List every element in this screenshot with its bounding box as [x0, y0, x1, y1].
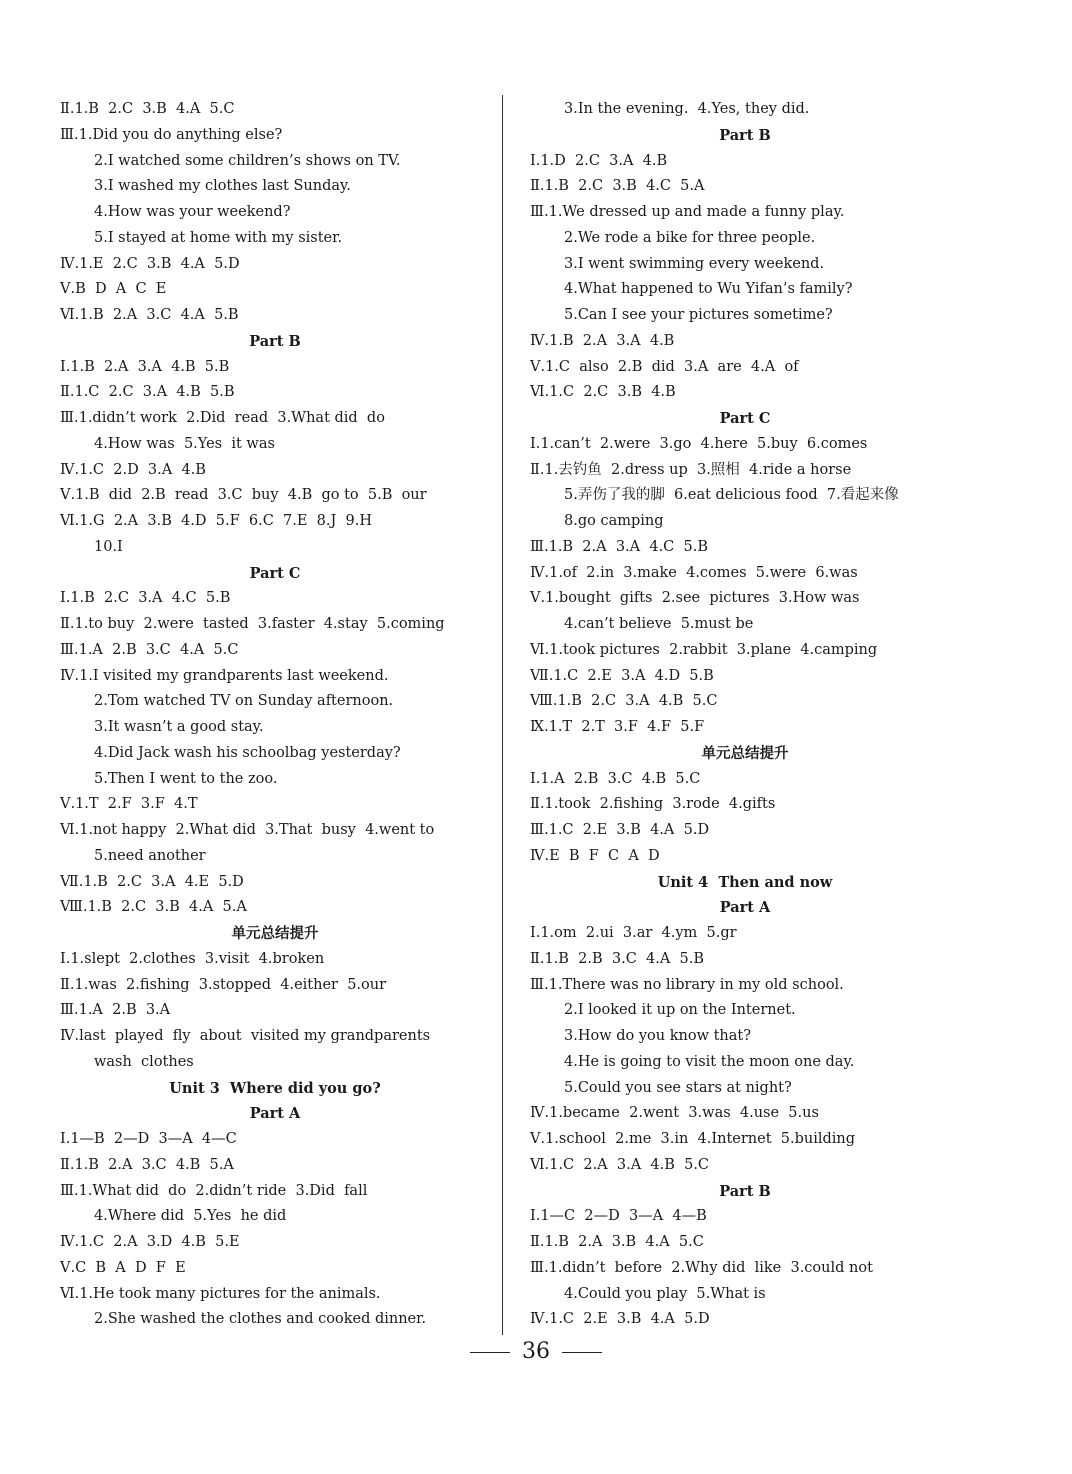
answer-line: Ⅲ.1.B 2.A 3.A 4.C 5.B [530, 538, 708, 555]
answer-line: 2.She washed the clothes and cooked dinner. [94, 1311, 427, 1328]
answer-line: 5.弄伤了我的脚 6.eat delicious food 7.看起来像 [564, 487, 899, 504]
answer-line: Ⅰ.1.A 2.B 3.C 4.B 5.C [530, 770, 701, 787]
answer-line: 4.How was 5.Yes it was [94, 435, 275, 452]
answer-line: 3.It wasn’t a good stay. [94, 719, 264, 735]
answer-line: Ⅱ.1.took 2.fishing 3.rode 4.gifts [530, 796, 776, 813]
answer-line: Ⅴ.1.C also 2.B did 3.A are 4.A of [530, 358, 799, 375]
answer-line: 4.What happened to Wu Yifan’s family? [564, 281, 853, 298]
answer-line: Ⅳ.1.of 2.in 3.make 4.comes 5.were 6.was [530, 564, 858, 581]
answer-line: Ⅱ.1.B 2.C 3.B 4.C 5.A [530, 178, 705, 195]
answer-line: Ⅲ.1.We dressed up and made a funny play. [530, 204, 845, 220]
answer-line: Ⅱ.1.B 2.C 3.B 4.A 5.C [60, 101, 235, 117]
answer-line: 4.How was your weekend? [94, 204, 291, 220]
answer-line: Ⅶ.1.C 2.E 3.A 4.D 5.B [530, 667, 714, 684]
answer-line: Ⅰ.1.om 2.ui 3.ar 4.ym 5.gr [530, 925, 737, 941]
answer-line: Ⅴ.B D A C E [60, 281, 167, 298]
answer-line: 2.I looked it up on the Internet. [564, 1002, 796, 1019]
answer-line: Ⅵ.1.G 2.A 3.B 4.D 5.F 6.C 7.E 8.J 9.H [60, 513, 372, 529]
answer-line: Ⅵ.1.C 2.C 3.B 4.B [530, 384, 676, 401]
answer-line: 4.Did Jack wash his schoolbag yesterday? [94, 744, 401, 761]
section-heading: Unit 4 Then and now [657, 873, 833, 891]
answer-line: 5.need another [94, 847, 206, 864]
answer-line: Ⅵ.1.B 2.A 3.C 4.A 5.B [60, 307, 239, 323]
answer-line: Ⅳ.last played fly about visited my grandparents [60, 1028, 431, 1044]
answer-line: Ⅰ.1—B 2—D 3—A 4—C [60, 1131, 237, 1147]
section-heading: 单元总结提升 [231, 925, 319, 942]
answer-line: Ⅵ.1.took pictures 2.rabbit 3.plane 4.camping [530, 641, 878, 658]
answer-line: 5.Could you see stars at night? [564, 1079, 792, 1096]
answer-line: 3.In the evening. 4.Yes, they did. [564, 101, 810, 117]
answer-line: 5.Then I went to the zoo. [94, 770, 278, 787]
answer-line: wash clothes [94, 1053, 194, 1070]
answer-line: Ⅱ.1.B 2.B 3.C 4.A 5.B [530, 950, 705, 967]
answer-line: Ⅰ.1.B 2.C 3.A 4.C 5.B [60, 590, 231, 607]
section-heading: Unit 3 Where did you go? [169, 1079, 381, 1097]
answer-line: Ⅳ.E B F C A D [530, 847, 660, 864]
section-heading: Part C [719, 410, 771, 427]
answer-line: Ⅲ.1.Did you do anything else? [60, 126, 283, 143]
answer-line: 10.I [94, 538, 123, 555]
answer-line: Ⅴ.1.B did 2.B read 3.C buy 4.B go to 5.B our [60, 487, 427, 504]
answer-line: Ⅶ.1.B 2.C 3.A 4.E 5.D [60, 873, 244, 890]
answer-line: Ⅴ.1.school 2.me 3.in 4.Internet 5.building [530, 1131, 856, 1147]
answer-line: 5.I stayed at home with my sister. [94, 229, 343, 246]
answer-line: Ⅳ.1.C 2.E 3.B 4.A 5.D [530, 1311, 710, 1328]
answer-line: Ⅰ.1.B 2.A 3.A 4.B 5.B [60, 358, 230, 375]
answer-line: Ⅱ.1.C 2.C 3.A 4.B 5.B [60, 384, 235, 401]
page-number-text: 36 [522, 1339, 550, 1364]
answer-line: Ⅳ.1.I visited my grandparents last weekend. [60, 667, 389, 684]
answer-line: Ⅲ.1.didn’t work 2.Did read 3.What did do [60, 410, 385, 426]
answer-line: 2.Tom watched TV on Sunday afternoon. [94, 693, 394, 710]
answer-line: Ⅷ.1.B 2.C 3.A 4.B 5.C [530, 693, 718, 710]
answer-line: Ⅳ.1.B 2.A 3.A 4.B [530, 332, 675, 349]
section-heading: Part C [249, 564, 301, 582]
answer-line: 5.Can I see your pictures sometime? [564, 307, 833, 323]
answer-line: 3.I went swimming every weekend. [564, 255, 825, 272]
answer-line: Ⅲ.1.There was no library in my old school. [530, 976, 844, 993]
answer-line: Ⅰ.1.can’t 2.were 3.go 4.here 5.buy 6.comes [530, 435, 868, 452]
answer-line: 8.go camping [564, 513, 664, 529]
page-number-right-dash [562, 1352, 602, 1353]
answer-line: Ⅳ.1.C 2.D 3.A 4.B [60, 461, 206, 478]
answer-line: Ⅵ.1.He took many pictures for the animals. [60, 1285, 381, 1302]
answer-line: 4.Could you play 5.What is [564, 1285, 766, 1302]
answer-line: Ⅵ.1.C 2.A 3.A 4.B 5.C [530, 1156, 710, 1173]
section-heading: Part B [249, 332, 301, 350]
left-answer-column [60, 97, 490, 1333]
answer-line: Ⅵ.1.not happy 2.What did 3.That busy 4.went to [60, 822, 435, 838]
answer-line: 4.He is going to visit the moon one day. [564, 1053, 855, 1070]
answer-line: 3.How do you know that? [564, 1028, 752, 1044]
section-heading: 单元总结提升 [701, 744, 789, 762]
column-divider [502, 95, 503, 1335]
answer-line: Ⅰ.1—C 2—D 3—A 4—B [530, 1208, 707, 1225]
answer-line: 2.We rode a bike for three people. [564, 229, 816, 246]
answer-line: Ⅱ.1.was 2.fishing 3.stopped 4.either 5.our [60, 976, 387, 993]
answer-line: Ⅲ.1.didn’t before 2.Why did like 3.could not [530, 1259, 873, 1276]
answer-line: 4.Where did 5.Yes he did [94, 1208, 287, 1225]
answer-line: Ⅴ.1.T 2.F 3.F 4.T [60, 796, 198, 813]
answer-line: Ⅴ.1.bought gifts 2.see pictures 3.How was [530, 590, 860, 607]
right-answer-column [530, 97, 960, 1333]
answer-line: Ⅳ.1.E 2.C 3.B 4.A 5.D [60, 255, 240, 272]
answer-line: Ⅱ.1.B 2.A 3.C 4.B 5.A [60, 1156, 234, 1173]
section-heading: Part A [719, 899, 771, 917]
section-heading: Part A [249, 1105, 301, 1123]
answer-line: Ⅷ.1.B 2.C 3.B 4.A 5.A [60, 899, 247, 916]
page-number-left-dash [470, 1352, 510, 1353]
answer-line: Ⅲ.1.A 2.B 3.A [60, 1002, 171, 1019]
answer-line: 4.can’t believe 5.must be [564, 616, 754, 632]
answer-line: Ⅰ.1.slept 2.clothes 3.visit 4.broken [60, 950, 325, 967]
answer-line: Ⅲ.1.What did do 2.didn’t ride 3.Did fall [60, 1182, 368, 1199]
section-heading: Part B [719, 126, 771, 144]
answer-line: Ⅸ.1.T 2.T 3.F 4.F 5.F [530, 719, 705, 735]
answer-line: Ⅱ.1.去钓鱼 2.dress up 3.照相 4.ride a horse [530, 461, 852, 478]
answer-line: Ⅱ.1.B 2.A 3.B 4.A 5.C [530, 1234, 704, 1250]
answer-line: 3.I washed my clothes last Sunday. [94, 178, 351, 195]
answer-line: Ⅳ.1.became 2.went 3.was 4.use 5.us [530, 1105, 819, 1122]
answer-line: Ⅲ.1.A 2.B 3.C 4.A 5.C [60, 641, 239, 658]
answer-line: Ⅳ.1.C 2.A 3.D 4.B 5.E [60, 1234, 240, 1250]
answer-line: Ⅲ.1.C 2.E 3.B 4.A 5.D [530, 822, 710, 838]
answer-line: Ⅴ.C B A D F E [60, 1259, 186, 1276]
section-heading: Part B [719, 1182, 771, 1200]
answer-line: 2.I watched some children’s shows on TV. [94, 152, 401, 169]
page-number [0, 1338, 1072, 1366]
answer-line: Ⅰ.1.D 2.C 3.A 4.B [530, 152, 668, 169]
answer-line: Ⅱ.1.to buy 2.were tasted 3.faster 4.stay 5.coming [60, 616, 445, 632]
